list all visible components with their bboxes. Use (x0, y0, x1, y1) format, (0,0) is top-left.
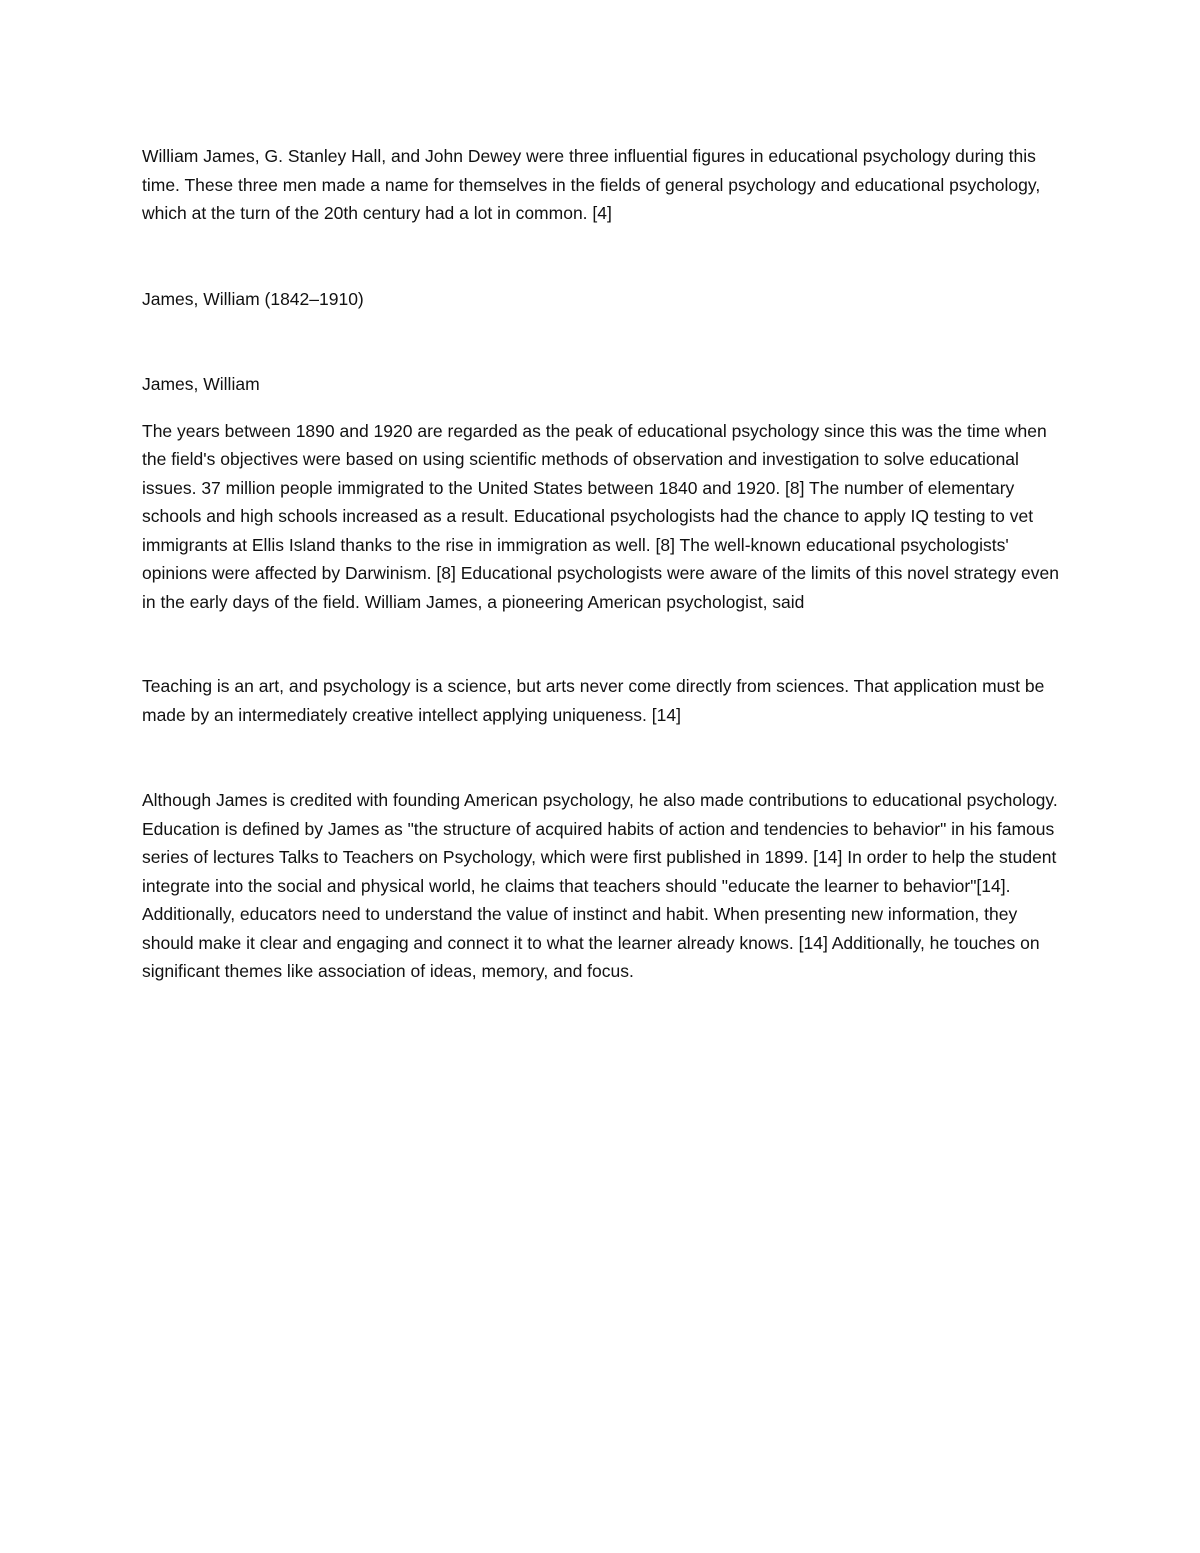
paragraph-years: The years between 1890 and 1920 are regarded as the peak of educational psychology since this was the time when the field's objectives were based on using scientific methods of observation and investigation to solve educational issues. 37 million people immigrated to the United States between 1840 and 1920. [8] The number of elementary schools and high schools increased as a result. Educational psychologists had the chance to apply IQ testing to vet immigrants at Ellis Island thanks to the rise in immigration as well. [8] The well-known educational psychologists' opinions were affected by Darwinism. [8] Educational psychologists were aware of the limits of this novel strategy even in the early days of the field. William James, a pioneering American psychologist, said (142, 420, 1059, 612)
paragraph-intro: William James, G. Stanley Hall, and John Dewey were three influential figures in educational psychology during this time. These three men made a name for themselves in the fields of general psychology and educational psychology, which at the turn of the 20th century had a lot in common. [4] (142, 146, 1041, 223)
heading-name: James, William (142, 374, 260, 394)
document-body (142, 142, 1067, 986)
paragraph-quote: Teaching is an art, and psychology is a science, but arts never come directly from sciences. That application must be made by an intermediately creative intellect applying uniqueness. [14] (142, 676, 1045, 725)
paragraph-although: Although James is credited with founding American psychology, he also made contributions to educational psychology. Education is defined by James as "the structure of acquired habits of action and tendencies to behavior" in his famous series of lectures Talks to Teachers on Psychology, which were first published in 1899. [14] In order to help the student integrate into the social and physical world, he claims that teachers should "educate the learner to behavior"[14]. Additionally, educators need to understand the value of instinct and habit. When presenting new information, they should make it clear and engaging and connect it to what the learner already knows. [14] Additionally, he touches on significant themes like association of ideas, memory, and focus. (142, 790, 1058, 981)
heading-dates: James, William (1842–1910) (142, 288, 364, 309)
